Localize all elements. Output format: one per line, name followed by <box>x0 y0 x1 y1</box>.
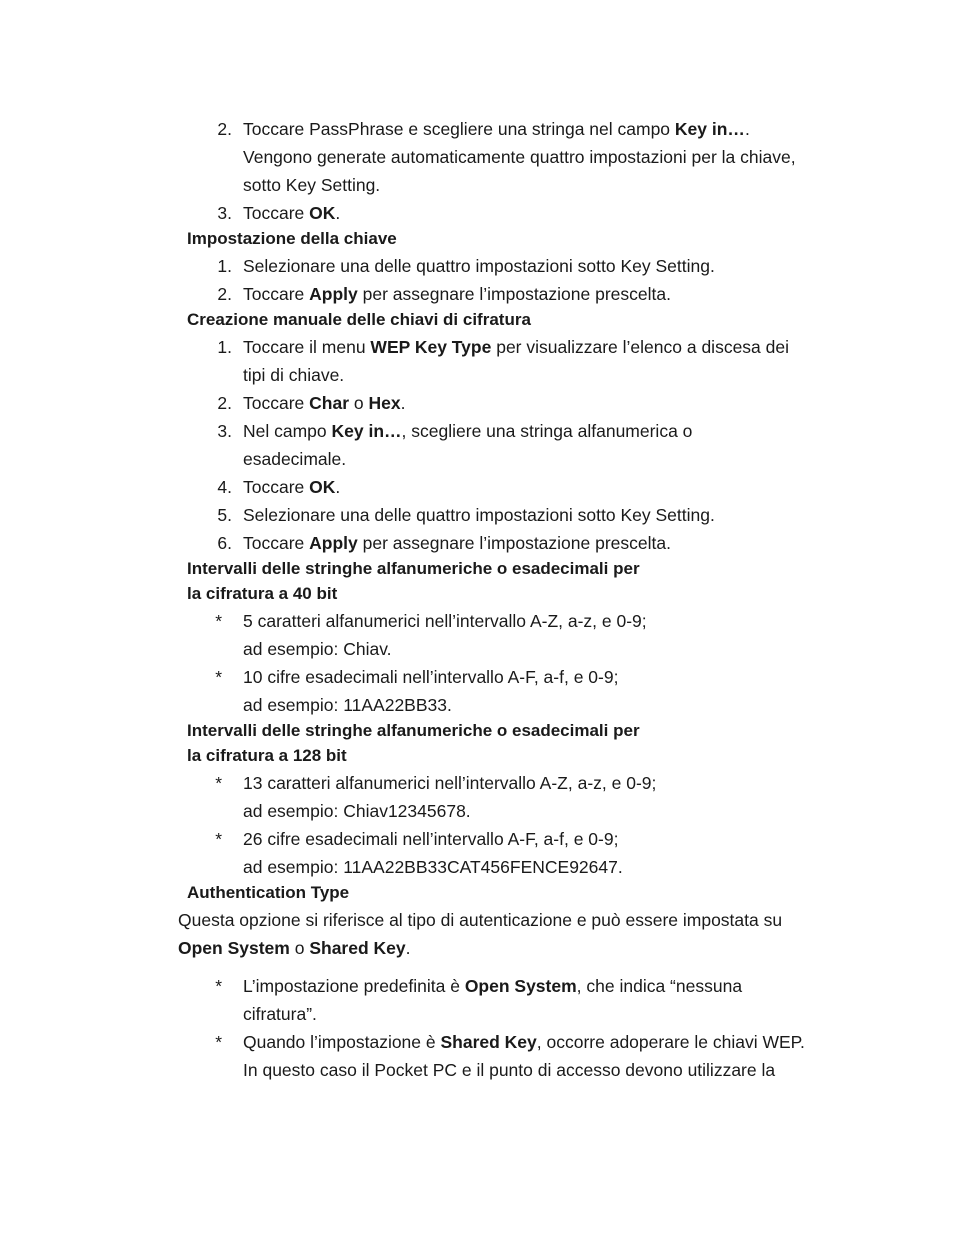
section-heading-continued: la cifratura a 40 bit <box>187 584 338 603</box>
step-text: Toccare Char o Hex. <box>243 393 406 413</box>
step-text: Nel campo Key in…, scegliere una stringa alfanumerica o <box>243 421 693 441</box>
apply-label: Apply <box>309 284 358 304</box>
bullet-text-continued: ad esempio: 11AA22BB33CAT456FENCE92647. <box>243 857 623 877</box>
step-text: Selezionare una delle quattro impostazioni sotto Key Setting. <box>243 256 715 276</box>
step-text: Toccare OK. <box>243 203 341 223</box>
bullet-marker: * <box>215 773 222 793</box>
step-number: 2. <box>217 119 232 139</box>
step-text: Toccare PassPhrase e scegliere una stringa nel campo Key in…. <box>243 119 750 139</box>
bullet-marker: * <box>215 611 222 631</box>
step-text: Toccare il menu WEP Key Type per visualizzare l’elenco a discesa dei <box>243 337 789 357</box>
hex-label: Hex <box>368 393 401 413</box>
bullet-text: L’impostazione predefinita è Open System, che indica “nessuna <box>243 976 743 996</box>
step-text: Selezionare una delle quattro impostazioni sotto Key Setting. <box>243 505 715 525</box>
key-in-label: Key in… <box>331 421 402 441</box>
bullet-text-continued: ad esempio: Chiav12345678. <box>243 801 471 821</box>
bullet-text: 13 caratteri alfanumerici nell’intervallo A-Z, a-z, e 0-9; <box>243 773 657 793</box>
bullet-marker: * <box>215 976 222 996</box>
section-heading: Authentication Type <box>187 883 350 902</box>
section-heading: Intervalli delle stringhe alfanumeriche o esadecimali per <box>187 721 640 740</box>
wep-key-type-label: WEP Key Type <box>370 337 492 357</box>
char-label: Char <box>309 393 350 413</box>
step-number: 5. <box>217 505 232 525</box>
bullet-marker: * <box>215 829 222 849</box>
step-text-continued: esadecimale. <box>243 449 347 469</box>
section-heading: Impostazione della chiave <box>187 229 397 248</box>
section-heading: Intervalli delle stringhe alfanumeriche o esadecimali per <box>187 559 640 578</box>
bullet-text-continued: ad esempio: 11AA22BB33. <box>243 695 452 715</box>
step-number: 1. <box>217 337 232 357</box>
bullet-text-continued: ad esempio: Chiav. <box>243 639 392 659</box>
shared-key-label: Shared Key <box>309 938 406 958</box>
ok-label: OK <box>309 477 336 497</box>
section-heading: Creazione manuale delle chiavi di cifratura <box>187 310 531 329</box>
step-text: Toccare OK. <box>243 477 341 497</box>
paragraph-text-continued: Open System o Shared Key. <box>178 938 411 958</box>
bullet-text: 5 caratteri alfanumerici nell’intervallo A-Z, a-z, e 0-9; <box>243 611 647 631</box>
step-number: 3. <box>217 203 232 223</box>
step-number: 2. <box>217 393 232 413</box>
open-system-label: Open System <box>178 938 290 958</box>
step-text: Toccare Apply per assegnare l’impostazione prescelta. <box>243 533 671 553</box>
step-text-continued: sotto Key Setting. <box>243 175 381 195</box>
bullet-text: 26 cifre esadecimali nell’intervallo A-F, a-f, e 0-9; <box>243 829 619 849</box>
section-heading-continued: la cifratura a 128 bit <box>187 746 347 765</box>
bullet-marker: * <box>215 1032 222 1052</box>
bullet-marker: * <box>215 667 222 687</box>
bullet-text: 10 cifre esadecimali nell’intervallo A-F, a-f, e 0-9; <box>243 667 619 687</box>
step-number: 3. <box>217 421 232 441</box>
shared-key-label: Shared Key <box>440 1032 537 1052</box>
step-text-continued: Vengono generate automaticamente quattro impostazioni per la chiave, <box>243 147 796 167</box>
key-in-label: Key in… <box>674 119 745 139</box>
step-text: Toccare Apply per assegnare l’impostazione prescelta. <box>243 284 671 304</box>
paragraph-text: Questa opzione si riferisce al tipo di autenticazione e può essere impostata su <box>178 910 783 930</box>
open-system-label: Open System <box>464 976 577 996</box>
step-text-continued: tipi di chiave. <box>243 365 345 385</box>
bullet-text: Quando l’impostazione è Shared Key, occorre adoperare le chiavi WEP. <box>243 1032 805 1052</box>
apply-label: Apply <box>309 533 358 553</box>
step-number: 1. <box>217 256 232 276</box>
ok-label: OK <box>309 203 336 223</box>
step-number: 2. <box>217 284 232 304</box>
bullet-text-continued: In questo caso il Pocket PC e il punto di accesso devono utilizzare la <box>243 1060 776 1080</box>
step-number: 4. <box>217 477 232 497</box>
step-number: 6. <box>217 533 232 553</box>
bullet-text-continued: cifratura”. <box>243 1004 317 1024</box>
